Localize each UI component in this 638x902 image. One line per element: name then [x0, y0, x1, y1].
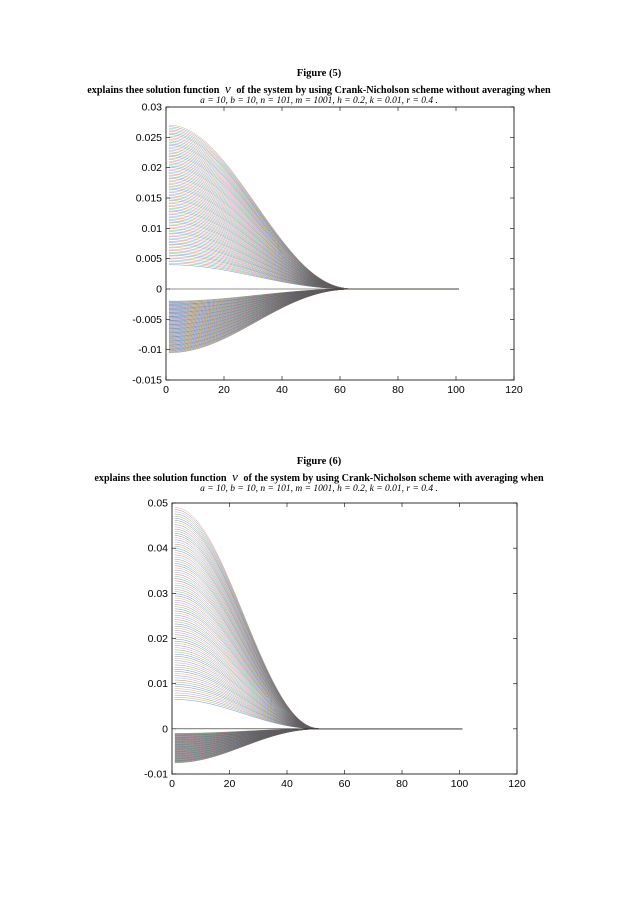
series-line: [175, 687, 463, 729]
y-tick-label: -0.01: [144, 768, 168, 781]
series-line: [169, 177, 459, 289]
series-line: [175, 583, 463, 729]
y-tick-label: 0.02: [147, 633, 168, 645]
series-line: [175, 533, 463, 728]
x-tick-label: 20: [218, 384, 230, 396]
series-line: [175, 618, 463, 729]
x-tick-label: 80: [396, 778, 408, 790]
figure-5-caption-post: of the system by using Crank-Nicholson scheme without averaging when: [236, 85, 551, 96]
series-line: [175, 607, 463, 729]
series-line: [175, 691, 463, 729]
series-line: [175, 665, 463, 729]
y-tick-label: -0.01: [138, 344, 162, 357]
series-line: [175, 661, 463, 729]
series-line: [175, 570, 463, 729]
x-tick-label: 80: [392, 384, 404, 396]
series-line: [169, 174, 459, 289]
series-line: [175, 587, 463, 729]
series-line: [175, 540, 463, 729]
series-line: [169, 168, 459, 289]
series-line: [169, 179, 459, 290]
series-line: [175, 671, 463, 728]
series-line: [175, 536, 463, 729]
series-line: [175, 559, 463, 729]
figure-6-params: a = 10, b = 10, n = 101, m = 1001, h = 0.2, k = 0.01, r = 0.4 .: [200, 484, 438, 494]
series-line: [175, 656, 463, 728]
series-line: [175, 613, 463, 729]
series-line: [169, 163, 459, 289]
series-line: [175, 516, 463, 729]
x-tick-label: 60: [334, 384, 346, 396]
series-line: [175, 648, 463, 729]
series-line: [169, 175, 459, 289]
x-tick-label: 40: [281, 778, 293, 790]
figure-6-caption: [0, 469, 638, 485]
series-line: [169, 171, 459, 289]
series-line: [175, 512, 463, 729]
x-tick-label: 120: [508, 778, 526, 790]
y-tick-label: 0.04: [147, 542, 168, 555]
series-line: [175, 594, 463, 729]
figure-6-caption-pre: explains thee solution function: [94, 473, 227, 484]
series-line: [169, 186, 459, 289]
series-line: [175, 611, 463, 729]
series-line: [175, 659, 463, 729]
series-line: [175, 693, 463, 729]
series-line: [169, 160, 459, 289]
series-line: [175, 695, 463, 729]
series-line: [175, 689, 463, 729]
figure-5-params: a = 10, b = 10, n = 101, m = 1001, h = 0.2, k = 0.01, r = 0.4 .: [200, 96, 438, 106]
figure-6-title: Figure (6): [296, 456, 342, 467]
y-tick-label: 0.01: [141, 222, 162, 235]
series-line: [175, 697, 463, 729]
y-tick-label: 0.02: [141, 162, 162, 175]
series-line: [169, 166, 459, 289]
y-tick-label: 0.05: [147, 497, 168, 510]
series-line: [175, 633, 463, 729]
y-tick-label: 0: [162, 723, 168, 736]
series-line: [175, 510, 463, 729]
series-line: [175, 637, 463, 729]
y-tick-label: 0.015: [135, 192, 162, 205]
series-line: [175, 641, 463, 729]
series-line: [175, 557, 463, 729]
series-line: [175, 674, 463, 729]
series-line: [175, 566, 463, 729]
x-tick-label: 0: [169, 778, 175, 790]
series-line: [175, 620, 463, 729]
series-line: [175, 596, 463, 729]
series-line: [175, 589, 463, 728]
series-line: [175, 609, 463, 729]
figure-6-caption-var: v: [232, 469, 238, 484]
series-line: [169, 183, 459, 289]
y-tick-label: 0.03: [141, 101, 162, 114]
series-line: [169, 185, 459, 289]
y-tick-label: 0.01: [147, 678, 168, 691]
series-line: [169, 164, 459, 289]
y-tick-label: 0.005: [135, 253, 162, 266]
x-tick-label: 100: [450, 778, 469, 790]
series-line: [175, 635, 463, 729]
series-line: [175, 581, 463, 729]
series-line: [169, 182, 459, 289]
figure-6-caption-post: of the system by using Crank-Nicholson scheme with averaging when: [243, 473, 544, 484]
series-line: [175, 643, 463, 728]
x-tick-label: 100: [447, 384, 465, 396]
chart-1-group: [132, 102, 523, 397]
series-line: [175, 699, 463, 728]
y-tick-label: -0.005: [132, 313, 162, 326]
x-tick-label: 0: [163, 384, 169, 396]
x-tick-label: 40: [276, 384, 288, 396]
series-line: [175, 667, 463, 729]
figure-5-caption-var: v: [224, 81, 231, 96]
figure-5-caption-pre: explains thee solution function: [87, 85, 220, 96]
series-line: [175, 523, 463, 729]
x-tick-label: 120: [505, 384, 523, 396]
series-line: [175, 684, 463, 728]
x-tick-label: 60: [338, 778, 351, 790]
figure-5-title: Figure (5): [296, 68, 342, 79]
x-tick-label: 20: [223, 778, 236, 790]
y-tick-label: 0.025: [135, 131, 162, 144]
chart-2-group: [144, 498, 526, 791]
y-tick-label: -0.015: [132, 374, 162, 387]
series-line: [175, 682, 463, 729]
y-tick-label: 0: [156, 283, 162, 296]
y-tick-label: 0.03: [147, 587, 168, 600]
